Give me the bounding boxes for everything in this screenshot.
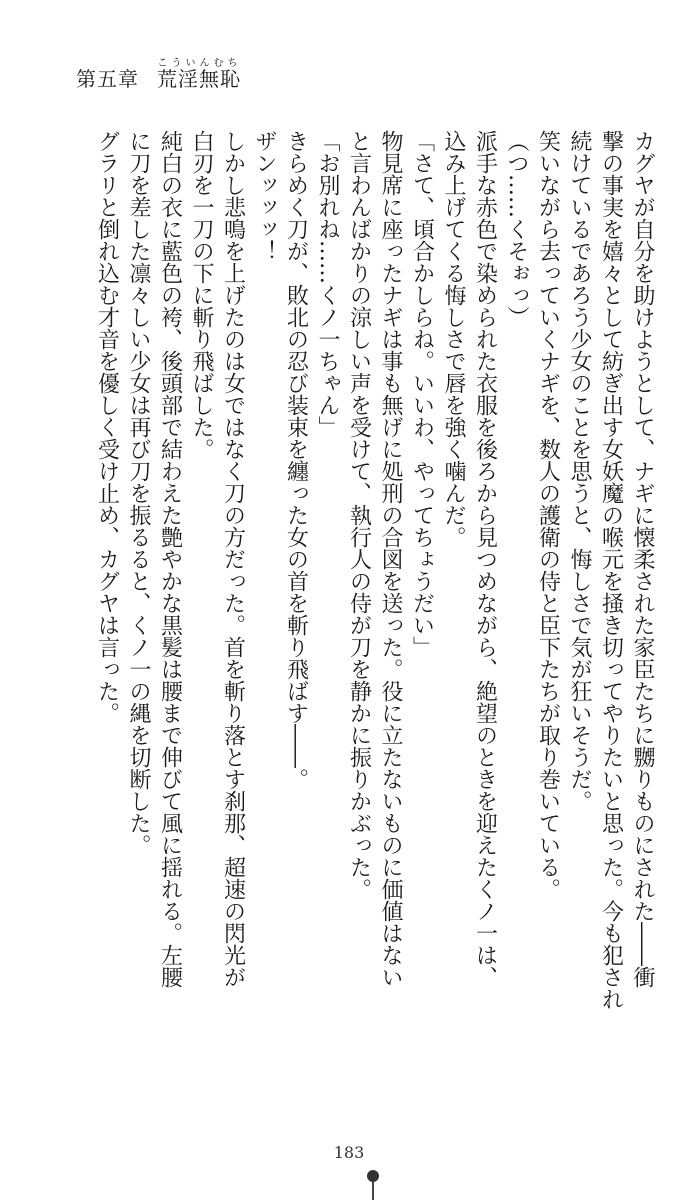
text-column: に刀を差した凛々しい少女は再び刀を振るると、くノ一の縄を切断した。 [126, 130, 151, 856]
text-column: 込み上げてくる悔しさで唇を強く噛んだ。 [441, 130, 466, 548]
text-column: 白刃を一刀の下に斬り飛ばした。 [189, 130, 214, 460]
chapter-title-ruby: こういんむち [157, 58, 241, 69]
text-column: 純白の衣に藍色の袴、後頭部で結わえた艶やかな黒髪は腰まで伸びて風に揺れる。左腰 [157, 130, 183, 988]
body-text [58, 130, 658, 1030]
bookmark-dot-icon [367, 1170, 379, 1182]
text-column: しかし悲鳴を上げたのは女ではなく刀の方だった。首を斬り落とす刹那、超速の閃光が [220, 130, 246, 988]
text-column: 撃の事実を嬉々として紡ぎ出す女妖魔の喉元を掻き切ってやりたいと思った。今も犯され [598, 130, 624, 1010]
chapter-title [157, 58, 241, 91]
chapter-number: 第五章 [76, 67, 139, 91]
text-column: 続けているであろう少女のことを思うと、悔しさで気が狂いそうだ。 [567, 130, 592, 812]
text-column: 物見席に座ったナギは事も無げに処刑の合図を送った。役に立たないものに価値はない [378, 130, 403, 988]
page-number: 183 [333, 1143, 365, 1162]
text-column: 笑いながら去っていくナギを、数人の護衛の侍と臣下たちが取り巻いている。 [535, 130, 561, 900]
text-column: 「さて、頃合かしらね。いいわ、やってちょうだい」 [409, 130, 435, 658]
text-column: グラリと倒れ込む才音を優しく受け止め、カグヤは言った。 [94, 130, 120, 724]
chapter-header [76, 58, 241, 92]
text-column: ザンッッッ！ [252, 130, 277, 262]
text-column: カグヤが自分を助けようとして、ナギに懐柔された家臣たちに嬲りものにされた――衝 [630, 130, 655, 988]
chapter-title-text: 荒淫無恥 [157, 67, 241, 91]
text-column: （つ……くそぉっ） [504, 130, 529, 328]
text-column: 「お別れね……くノ一ちゃん」 [315, 130, 340, 438]
bookmark-thread [372, 1182, 374, 1200]
text-column: 派手な赤色で染められた衣服を後ろから見つめながら、絶望のときを迎えたくノ一は、 [472, 130, 498, 988]
text-column: と言わんばかりの涼しい声を受けて、執行人の侍が刀を静かに振りかぶった。 [346, 130, 372, 900]
text-column: きらめく刀が、敗北の忍び装束を纏った女の首を斬り飛ばす――。 [283, 130, 309, 790]
